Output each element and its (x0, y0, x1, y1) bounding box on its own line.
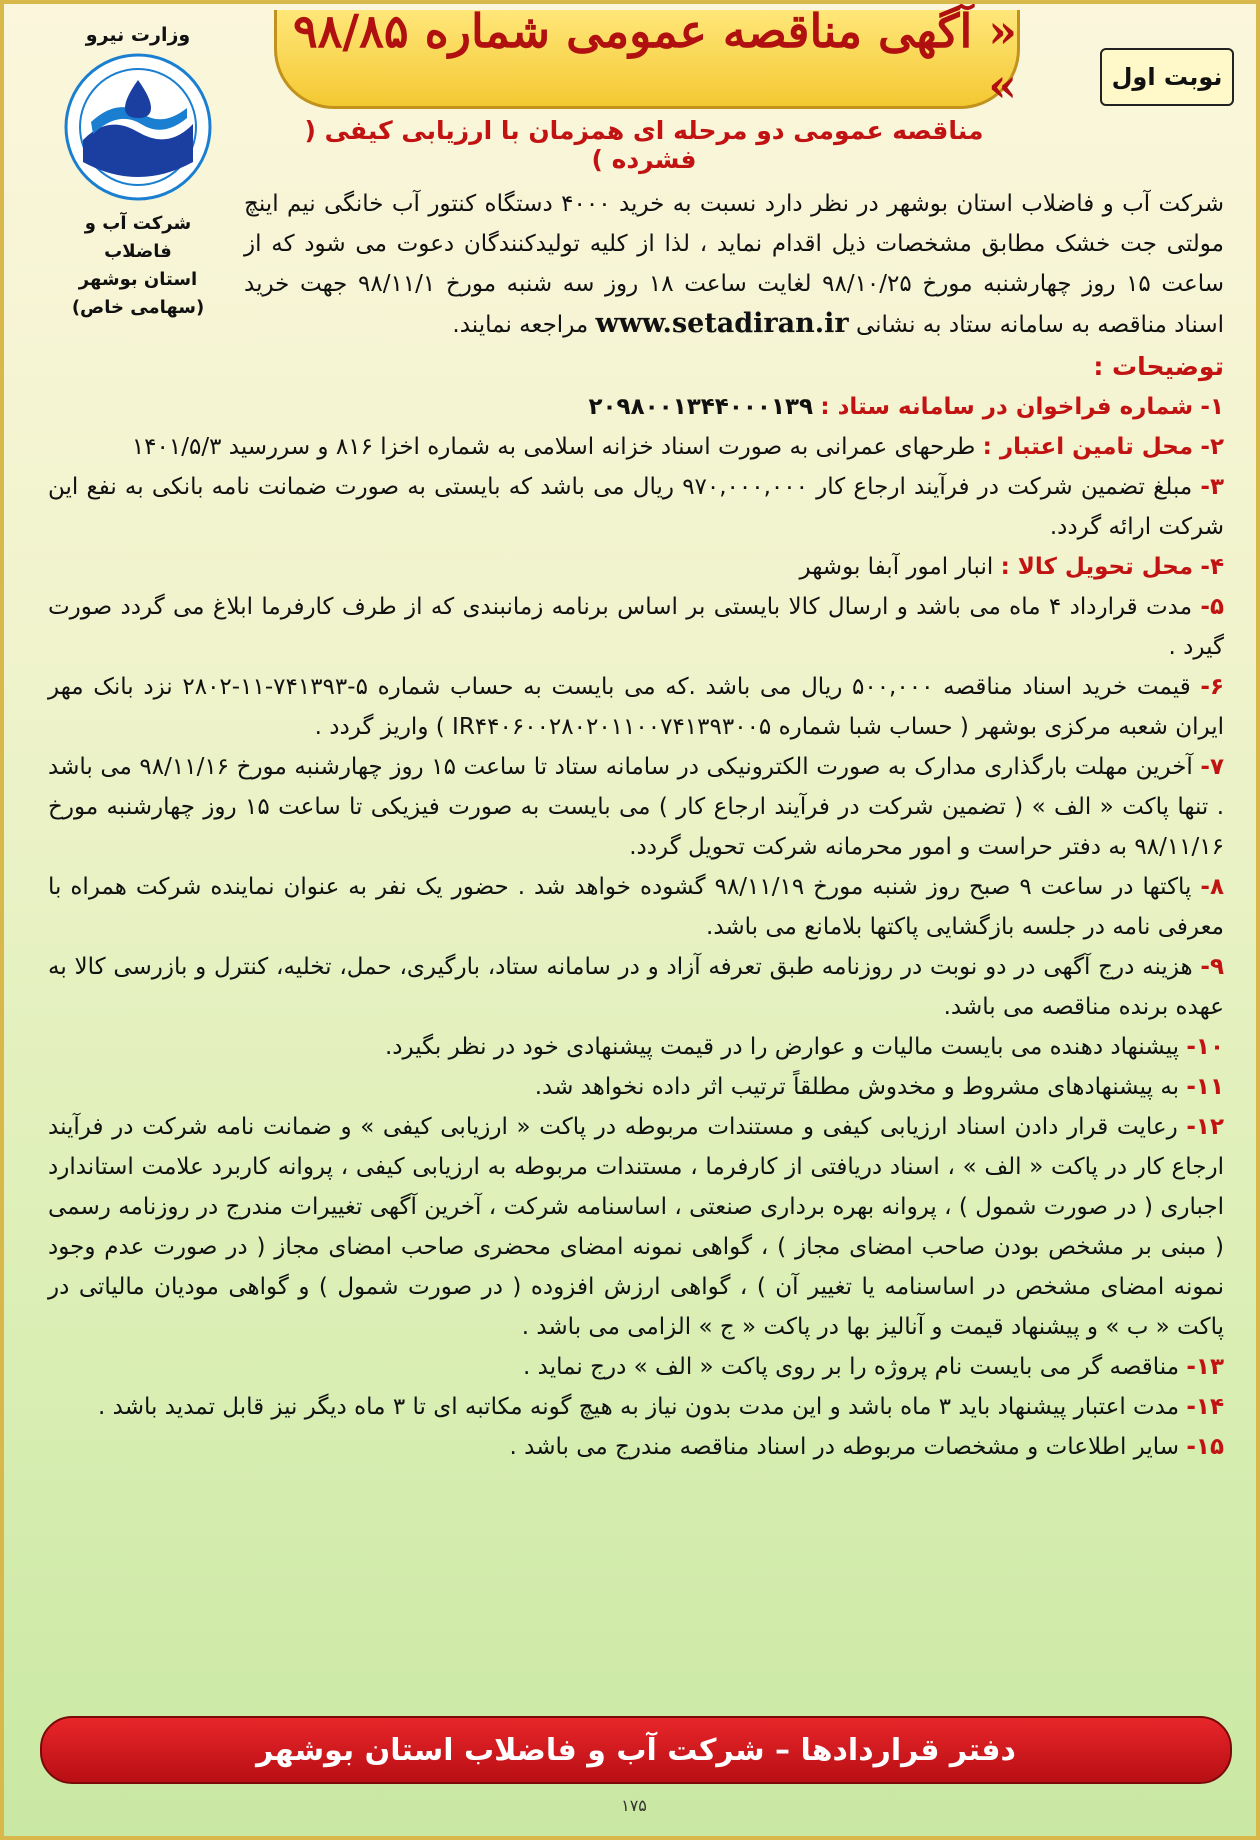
note-item (48, 947, 1224, 1027)
intro-text: شرکت آب و فاضلاب استان بوشهر در نظر دارد نسبت به خرید ۴۰۰۰ دستگاه کنتور آب خانگی نیم اینچ مولتی جت خشک مطابق مشخصات ذیل اقدام نماید ، لذا از کلیه تولیدکنندگان دعوت می شود که از ساعت ۱۵ روز چهارشنبه مورخ ۹۸/۱۰/۲۵ لغایت ساعت ۱۸ روز سه شنبه مورخ ۹۸/۱۱/۱ جهت خرید اسناد مناقصه به سامانه ستاد به نشانی (244, 191, 1225, 338)
note-item-num: ۸- (1200, 874, 1224, 900)
ministry-name: وزارت نیرو (85, 24, 191, 46)
note-item-num: ۵- (1200, 594, 1225, 620)
note-item (48, 1347, 1224, 1387)
note-item-num: ۱۲- (1186, 1114, 1224, 1140)
note-item-num: ۹- (1200, 954, 1224, 980)
notes-list (48, 387, 1224, 1467)
footer-text: دفتر قراردادها – شرکت آب و فاضلاب استان بوشهر (256, 1732, 1016, 1768)
note-item (48, 1387, 1224, 1427)
water-company-logo-icon (63, 52, 213, 202)
note-item-num: ۱- (1200, 394, 1224, 420)
note-item-text: قیمت خرید اسناد مناقصه ۵۰۰,۰۰۰ ریال می باشد .که می بایست به حساب شماره ۵-۷۴۱۳۹۳-۱۱-۲۸۰۲ نزد بانک مهر ایران شعبه مرکزی بوشهر ( حساب شبا شماره IR۴۴۰۶۰۰۲۸۰۲۰۱۱۰۰۷۴۱۳۹۳۰۰۵ ) واریز گردد . (48, 674, 1224, 740)
note-item (48, 547, 1224, 587)
note-item-text: مبلغ تضمین شرکت در فرآیند ارجاع کار ۹۷۰,۰۰۰,۰۰۰ ریال می باشد که بایستی به صورت ضمانت نامه بانکی به نفع این شرکت ارائه گردد. (48, 474, 1224, 540)
note-item-num: ۱۴- (1186, 1394, 1224, 1420)
ad-body (48, 184, 1224, 1467)
note-item-text: طرحهای عمرانی به صورت اسناد خزانه اسلامی به شماره اخزا ۸۱۶ و سررسید ۱۴۰۱/۵/۳ (131, 434, 976, 460)
note-item (48, 1427, 1224, 1467)
note-item (48, 587, 1224, 667)
note-item-text: انبار امور آبفا بوشهر (799, 554, 994, 580)
page-number: ۱۷۵ (621, 1796, 647, 1815)
note-item-num: ۱۰- (1186, 1034, 1224, 1060)
note-item (48, 747, 1224, 867)
note-item-text: سایر اطلاعات و مشخصات مربوطه در اسناد مناقصه مندرج می باشد . (509, 1434, 1180, 1460)
note-item (48, 1027, 1224, 1067)
round-badge: نوبت اول (1100, 48, 1234, 106)
page-title: « آگهی مناقصه عمومی شماره ۹۸/۸۵ » (292, 4, 1017, 112)
note-item-num: ۲- (1200, 434, 1224, 460)
note-item-num: ۳- (1200, 474, 1225, 500)
note-item-label: محل تامین اعتبار : (982, 434, 1194, 460)
note-item (48, 1107, 1224, 1347)
note-item (48, 1067, 1224, 1107)
intro-text-end: مراجعه نمایند. (452, 312, 589, 338)
setadiran-link[interactable]: www.setadiran.ir (595, 308, 849, 339)
note-item (48, 667, 1224, 747)
note-item-num: ۷- (1200, 754, 1224, 780)
note-item (48, 867, 1224, 947)
note-item-num: ۱۱- (1186, 1074, 1224, 1100)
note-item-value: ۲۰۹۸۰۰۱۳۴۴۰۰۰۱۳۹ (588, 394, 814, 420)
note-item (48, 467, 1224, 547)
notes-heading: توضیحات : (1093, 352, 1224, 381)
note-item-num: ۱۳- (1186, 1354, 1224, 1380)
note-item-text: هزینه درج آگهی در دو نوبت در روزنامه طبق تعرفه آزاد و در سامانه ستاد، بارگیری، حمل، تخلیه، کنترل و بازرسی کالا به عهده برنده مناقصه می باشد. (48, 954, 1224, 1020)
note-item-text: پاکتها در ساعت ۹ صبح روز شنبه مورخ ۹۸/۱۱/۱۹ گشوده خواهد شد . حضور یک نفر به عنوان نماینده شرکت همراه با معرفی نامه در جلسه بازگشایی پاکتها بلامانع می باشد. (48, 874, 1224, 940)
title-banner (274, 4, 1020, 112)
note-item-text: پیشنهاد دهنده می بایست مالیات و عوارض را در قیمت پیشنهادی خود در نظر بگیرد. (385, 1034, 1180, 1060)
note-item-label: محل تحویل کالا : (1000, 554, 1194, 580)
note-item (48, 427, 1224, 467)
note-item-num: ۱۵- (1186, 1434, 1224, 1460)
note-item-text: آخرین مهلت بارگذاری مدارک به صورت الکترونیکی در سامانه ستاد تا ساعت ۱۵ روز چهارشنبه مورخ ۹۸/۱۱/۱۶ می باشد . تنها پاکت « الف » ( تضمین شرکت در فرآیند ارجاع کار ) می بایست به صورت فیزیکی تا ساعت ۱۵ روز چهارشنبه مورخ ۹۸/۱۱/۱۶ به دفتر حراست و امور محرمانه شرکت تحویل گردد. (48, 754, 1224, 860)
note-item-label: شماره فراخوان در سامانه ستاد : (820, 394, 1194, 420)
note-item-text: مدت اعتبار پیشنهاد باید ۳ ماه باشد و این مدت بدون نیاز به هیچ گونه مکاتبه ای تا ۳ ماه دیگر نیز قابل تمدید باشد . (98, 1394, 1180, 1420)
note-item-text: مدت قرارداد ۴ ماه می باشد و ارسال کالا بایستی بر اساس برنامه زمانبندی که از طرف کارفرما ابلاغ می گردد صورت گیرد . (48, 594, 1224, 660)
company-name-line2: استان بوشهر (78, 269, 198, 290)
note-item-num: ۴- (1200, 554, 1224, 580)
note-item (48, 387, 1224, 427)
note-item-num: ۶- (1200, 674, 1225, 700)
note-item-text: مناقصه گر می بایست نام پروژه را بر روی پاکت « الف » درج نماید . (523, 1354, 1180, 1380)
company-name-line3: (سهامی خاص) (71, 297, 205, 318)
note-item-text: رعایت قرار دادن اسناد ارزیابی کیفی و مستندات مربوطه در پاکت « ارزیابی کیفی » و ضمانت نامه شرکت در فرآیند ارجاع کار در پاکت « الف » ، اسناد دریافتی از کارفرما ، مستندات مربوطه به ارزیابی کیفی ، پروانه کاربرد علامت استاندارد اجباری ( در صورت شمول ) ، پروانه بهره برداری صنعتی ، اساسنامه شرکت ، آخرین آگهی تغییرات مندرج در روزنامه رسمی ( مبنی بر مشخص بودن صاحب امضای مجاز ) ، گواهی نمونه امضای محضری صاحب امضای مجاز ( در صورت عدم وجود نمونه امضای مشخص در اساسنامه یا تغییر آن ) ، گواهی ارزش افزوده ( در صورت شمول ) و گواهی مودیان مالیاتی در پاکت « ب » و پیشنهاد قیمت و آنالیز بها در پاکت « ج » الزامی می باشد . (48, 1114, 1224, 1340)
tender-subtitle: مناقصه عمومی دو مرحله ای همزمان با ارزیابی کیفی ( فشرده ) (304, 116, 984, 174)
intro-paragraph (48, 184, 1224, 345)
company-name-line1: شرکت آب و فاضلاب (84, 213, 192, 262)
note-item-text: به پیشنهادهای مشروط و مخدوش مطلقاً ترتیب اثر داده نخواهد شد. (534, 1074, 1180, 1100)
footer-banner (40, 1716, 1232, 1784)
